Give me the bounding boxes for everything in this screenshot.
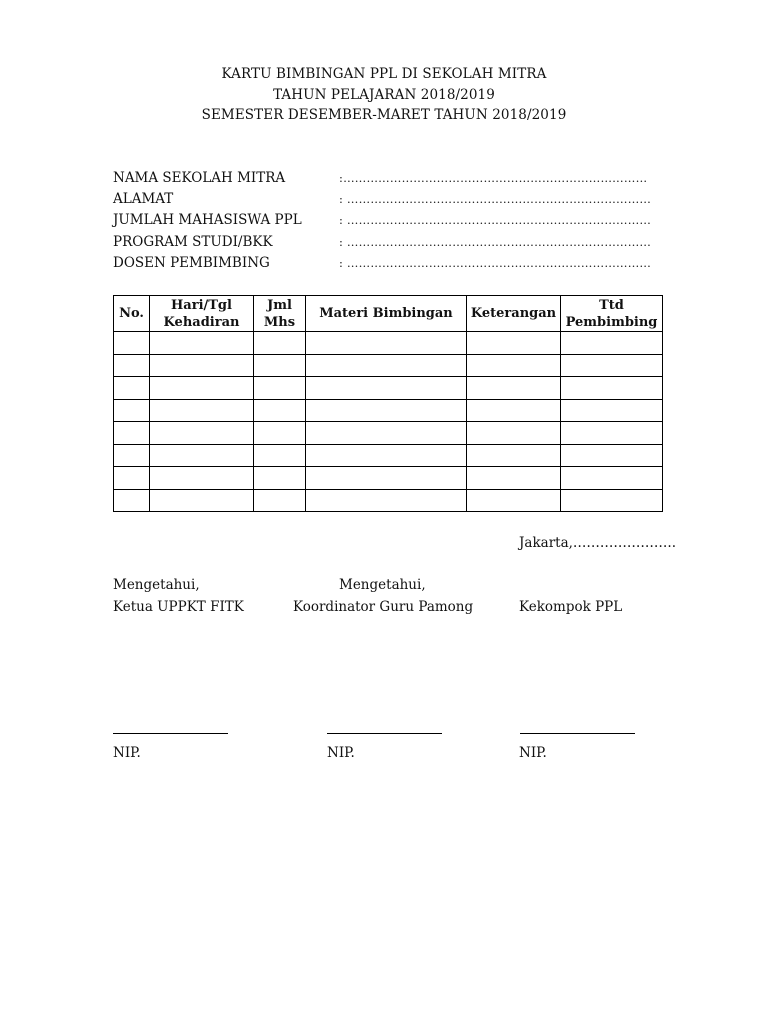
table-cell[interactable]: [114, 444, 150, 467]
col-header-materi: Materi Bimbingan: [306, 296, 467, 332]
table-cell[interactable]: [114, 467, 150, 490]
table-cell[interactable]: [114, 354, 150, 377]
table-cell[interactable]: [467, 467, 561, 490]
info-value: : ……………………………………………………………………: [339, 234, 652, 249]
table-cell[interactable]: [467, 489, 561, 512]
table-cell[interactable]: [254, 399, 306, 422]
table-header-row: [114, 296, 663, 332]
table-cell[interactable]: [150, 332, 254, 355]
info-value: : ……………………………………………………………………: [339, 192, 652, 207]
title-line-2: TAHUN PELAJARAN 2018/2019: [273, 86, 495, 103]
table-cell[interactable]: [306, 377, 467, 400]
info-row-dosen-pembimbing: [113, 253, 673, 274]
col-header-keterangan: Keterangan: [467, 296, 561, 332]
table-row: [114, 377, 663, 400]
signature-nip: NIP.: [327, 745, 355, 761]
info-label: NAMA SEKOLAH MITRA: [113, 170, 286, 186]
table-cell[interactable]: [150, 354, 254, 377]
table-cell[interactable]: [254, 444, 306, 467]
table-cell[interactable]: [150, 489, 254, 512]
table-cell[interactable]: [114, 399, 150, 422]
table-cell[interactable]: [306, 399, 467, 422]
info-row-alamat: [113, 189, 673, 210]
table-cell[interactable]: [114, 332, 150, 355]
info-value: :……………………………………………………………………: [339, 171, 648, 185]
table-cell[interactable]: [150, 467, 254, 490]
info-label: JUMLAH MAHASISWA PPL: [113, 212, 302, 229]
info-row-jumlah-mahasiswa: [113, 210, 673, 231]
title-line-3: SEMESTER DESEMBER-MARET TAHUN 2018/2019: [201, 107, 567, 123]
info-value: : ……………………………………………………………………: [339, 255, 652, 270]
col-header-jml-mhs: Jml Mhs: [254, 296, 306, 332]
info-label: ALAMAT: [113, 191, 174, 208]
col-header-hari-tgl: Hari/Tgl Kehadiran: [150, 296, 254, 332]
table-cell[interactable]: [150, 444, 254, 467]
signature-nip: NIP.: [113, 745, 141, 761]
table-row: [114, 332, 663, 355]
table-cell[interactable]: [254, 422, 306, 445]
table-cell[interactable]: [561, 422, 663, 445]
table-cell[interactable]: [561, 444, 663, 467]
table-row: [114, 354, 663, 377]
table-row: [114, 422, 663, 445]
table-cell[interactable]: [306, 489, 467, 512]
document-title: [0, 64, 768, 126]
table-cell[interactable]: [467, 444, 561, 467]
signature-nip: NIP.: [519, 745, 547, 761]
info-label: DOSEN PEMBIMBING: [113, 254, 270, 271]
table-cell[interactable]: [561, 489, 663, 512]
table-cell[interactable]: [254, 354, 306, 377]
col-header-ttd: Ttd Pembimbing: [561, 296, 663, 332]
table-row: [114, 444, 663, 467]
table-cell[interactable]: [467, 354, 561, 377]
signature-heading: Mengetahui,: [339, 577, 426, 593]
table-cell[interactable]: [467, 332, 561, 355]
table-body: [114, 332, 663, 512]
table-cell[interactable]: [561, 467, 663, 490]
table-cell[interactable]: [467, 422, 561, 445]
table-cell[interactable]: [561, 377, 663, 400]
signature-role: Ketua UPPKT FITK: [113, 599, 244, 615]
table-cell[interactable]: [254, 377, 306, 400]
table-cell[interactable]: [467, 399, 561, 422]
table-cell[interactable]: [150, 399, 254, 422]
signature-role: Koordinator Guru Pamong: [293, 599, 474, 615]
table-row: [114, 489, 663, 512]
table-row: [114, 467, 663, 490]
table-cell[interactable]: [467, 377, 561, 400]
signature-line: [113, 733, 228, 734]
table-cell[interactable]: [114, 422, 150, 445]
table-cell[interactable]: [306, 354, 467, 377]
signature-line: [520, 733, 635, 734]
table-row: [114, 399, 663, 422]
table-cell[interactable]: [254, 467, 306, 490]
table-cell[interactable]: [254, 489, 306, 512]
table-cell[interactable]: [150, 377, 254, 400]
table-cell[interactable]: [150, 422, 254, 445]
table-cell[interactable]: [306, 422, 467, 445]
info-label: PROGRAM STUDI/BKK: [113, 233, 273, 250]
info-row-nama-sekolah: [113, 168, 673, 189]
info-section: [113, 168, 673, 274]
table-cell[interactable]: [306, 467, 467, 490]
table-cell[interactable]: [114, 377, 150, 400]
place-date: Jakarta,…………………..: [519, 535, 676, 551]
info-row-program-studi: [113, 232, 673, 253]
signature-heading: Mengetahui,: [113, 577, 200, 593]
col-header-no: No.: [114, 296, 150, 332]
table-cell[interactable]: [254, 332, 306, 355]
table-cell[interactable]: [561, 354, 663, 377]
signature-line: [327, 733, 442, 734]
table-cell[interactable]: [114, 489, 150, 512]
signature-role: Kekompok PPL: [519, 599, 623, 615]
title-line-1: KARTU BIMBINGAN PPL DI SEKOLAH MITRA: [221, 66, 547, 82]
info-value: : ……………………………………………………………………: [339, 213, 652, 228]
guidance-table: [113, 295, 663, 512]
table-cell[interactable]: [306, 444, 467, 467]
table-cell[interactable]: [306, 332, 467, 355]
table-cell[interactable]: [561, 399, 663, 422]
table-cell[interactable]: [561, 332, 663, 355]
